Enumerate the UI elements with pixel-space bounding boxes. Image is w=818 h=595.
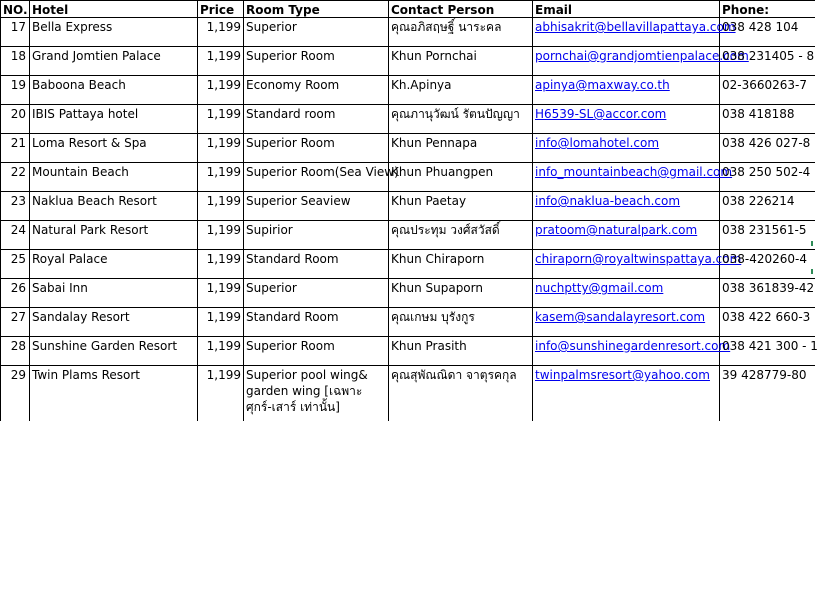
phone-number: 038 361839-42 <box>720 279 815 308</box>
email-link[interactable]: info@lomahotel.com <box>535 136 660 150</box>
row-number: 29 <box>1 366 30 422</box>
phone-number: 038 428 104 <box>720 18 815 47</box>
email-cell <box>533 47 749 76</box>
email-cell <box>533 308 720 337</box>
hotel-name: Loma Resort & Spa <box>30 134 198 163</box>
row-number: 26 <box>1 279 30 308</box>
hotel-name: Bella Express <box>30 18 198 47</box>
phone-number: 038 422 660-3 <box>720 308 815 337</box>
row-number: 21 <box>1 134 30 163</box>
contact-person: Kh.Apinya <box>389 76 533 105</box>
email-cell <box>533 337 731 366</box>
table-row <box>1 308 815 337</box>
contact-person: Khun Supaporn <box>389 279 533 308</box>
row-number: 17 <box>1 18 30 47</box>
price: 1,199 <box>198 163 244 192</box>
email-link[interactable]: info@sunshinegardenresort.com <box>535 339 731 353</box>
contact-person: Khun Pennapa <box>389 134 533 163</box>
header-hotel: Hotel <box>30 1 198 18</box>
price: 1,199 <box>198 279 244 308</box>
contact-person: คุณอภิสฤษฐิ์ นาระคล <box>389 18 533 47</box>
row-number: 28 <box>1 337 30 366</box>
price: 1,199 <box>198 337 244 366</box>
phone-number: 02-3660263-7 <box>720 76 815 105</box>
room-type: Superior Room <box>244 47 389 76</box>
room-type: Economy Room <box>244 76 389 105</box>
email-cell <box>533 163 733 192</box>
room-type: Superior Room <box>244 337 389 366</box>
email-cell <box>533 250 742 279</box>
room-type: Superior Room(Sea View) <box>244 163 389 192</box>
email-link[interactable]: H6539-SL@accor.com <box>535 107 667 121</box>
header-phone: Phone: <box>720 1 815 18</box>
email-link[interactable]: kasem@sandalayresort.com <box>535 310 706 324</box>
email-cell <box>533 18 736 47</box>
room-type: Superior Room <box>244 134 389 163</box>
table-row <box>1 279 815 308</box>
email-cell <box>533 76 720 105</box>
hotel-name: Twin Plams Resort <box>30 366 198 422</box>
phone-number: 038 231561-5 <box>720 221 815 250</box>
email-link[interactable]: apinya@maxway.co.th <box>535 78 670 92</box>
row-number: 20 <box>1 105 30 134</box>
row-number: 25 <box>1 250 30 279</box>
table-row <box>1 18 815 47</box>
header-row <box>1 1 815 18</box>
email-link[interactable]: twinpalmsresort@yahoo.com <box>535 368 710 382</box>
email-cell <box>533 134 720 163</box>
hotel-name: Naklua Beach Resort <box>30 192 198 221</box>
phone-number: 038 426 027-8 <box>720 134 815 163</box>
email-link[interactable]: chiraporn@royaltwinspattaya.com <box>535 252 742 266</box>
room-type: Standard Room <box>244 250 389 279</box>
header-room-type: Room Type <box>244 1 389 18</box>
contact-person: คุณสุพัณณิดา จาตุรคกุล <box>389 366 533 422</box>
header-price: Price <box>198 1 244 18</box>
phone-number: 038 231405 - 8 <box>720 47 815 76</box>
room-type: Superior <box>244 279 389 308</box>
price: 1,199 <box>198 221 244 250</box>
room-type: Superior pool wing& garden wing [เฉพาะศุกร์-เสาร์ เท่านั้น] <box>244 366 389 422</box>
table-row <box>1 221 815 250</box>
table-row <box>1 366 815 422</box>
contact-person: Khun Pornchai <box>389 47 533 76</box>
row-number: 22 <box>1 163 30 192</box>
row-number: 24 <box>1 221 30 250</box>
table-row <box>1 76 815 105</box>
header-contact: Contact Person <box>389 1 533 18</box>
email-link[interactable]: info@naklua-beach.com <box>535 194 681 208</box>
price: 1,199 <box>198 250 244 279</box>
email-cell <box>533 221 720 250</box>
email-link[interactable]: pornchai@grandjomtienpalace.com <box>535 49 749 63</box>
room-type: Standard Room <box>244 308 389 337</box>
row-number: 19 <box>1 76 30 105</box>
hotel-name: Royal Palace <box>30 250 198 279</box>
contact-person: คุณประทุม วงศ์สวัสดิ์ <box>389 221 533 250</box>
row-number: 23 <box>1 192 30 221</box>
phone-number: 038 250 502-4 <box>720 163 815 192</box>
contact-person: Khun Chiraporn <box>389 250 533 279</box>
table-row <box>1 163 815 192</box>
cell-marker <box>811 241 813 246</box>
table-row <box>1 250 815 279</box>
row-number: 18 <box>1 47 30 76</box>
email-cell <box>533 366 720 422</box>
price: 1,199 <box>198 18 244 47</box>
price: 1,199 <box>198 47 244 76</box>
email-cell <box>533 279 720 308</box>
hotel-name: Natural Park Resort <box>30 221 198 250</box>
table-row <box>1 192 815 221</box>
cell-marker <box>811 269 813 274</box>
price: 1,199 <box>198 192 244 221</box>
contact-person: Khun Prasith <box>389 337 533 366</box>
email-link[interactable]: pratoom@naturalpark.com <box>535 223 698 237</box>
table-row <box>1 47 815 76</box>
email-link[interactable]: info_mountainbeach@gmail.com <box>535 165 733 179</box>
room-type: Standard room <box>244 105 389 134</box>
price: 1,199 <box>198 366 244 422</box>
contact-person: คุณเกษม บุรังกูร <box>389 308 533 337</box>
hotel-name: Sandalay Resort <box>30 308 198 337</box>
hotel-name: Grand Jomtien Palace <box>30 47 198 76</box>
hotel-name: Sabai Inn <box>30 279 198 308</box>
header-email: Email <box>533 1 720 18</box>
hotel-name: Sunshine Garden Resort <box>30 337 198 366</box>
room-type: Supirior <box>244 221 389 250</box>
hotel-name: Baboona Beach <box>30 76 198 105</box>
email-link[interactable]: nuchptty@gmail.com <box>535 281 664 295</box>
price: 1,199 <box>198 105 244 134</box>
hotel-name: IBIS Pattaya hotel <box>30 105 198 134</box>
email-cell <box>533 192 720 221</box>
contact-person: Khun Phuangpen <box>389 163 533 192</box>
email-cell <box>533 105 720 134</box>
room-type: Superior <box>244 18 389 47</box>
price: 1,199 <box>198 308 244 337</box>
contact-person: คุณภานุวัฒน์ รัตนปัญญา <box>389 105 533 134</box>
email-link[interactable]: abhisakrit@bellavillapattaya.com <box>535 20 736 34</box>
table-row <box>1 337 815 366</box>
room-type: Superior Seaview <box>244 192 389 221</box>
price: 1,199 <box>198 76 244 105</box>
price: 1,199 <box>198 134 244 163</box>
header-no: NO. <box>1 1 30 18</box>
hotel-name: Mountain Beach <box>30 163 198 192</box>
table-row <box>1 134 815 163</box>
table-row <box>1 105 815 134</box>
contact-person: Khun Paetay <box>389 192 533 221</box>
phone-number: 038 421 300 - 1 <box>720 337 815 366</box>
phone-number: 39 428779-80 <box>720 366 815 422</box>
phone-number: 038 418188 <box>720 105 815 134</box>
row-number: 27 <box>1 308 30 337</box>
phone-number: 038-420260-4 <box>720 250 815 279</box>
phone-number: 038 226214 <box>720 192 815 221</box>
